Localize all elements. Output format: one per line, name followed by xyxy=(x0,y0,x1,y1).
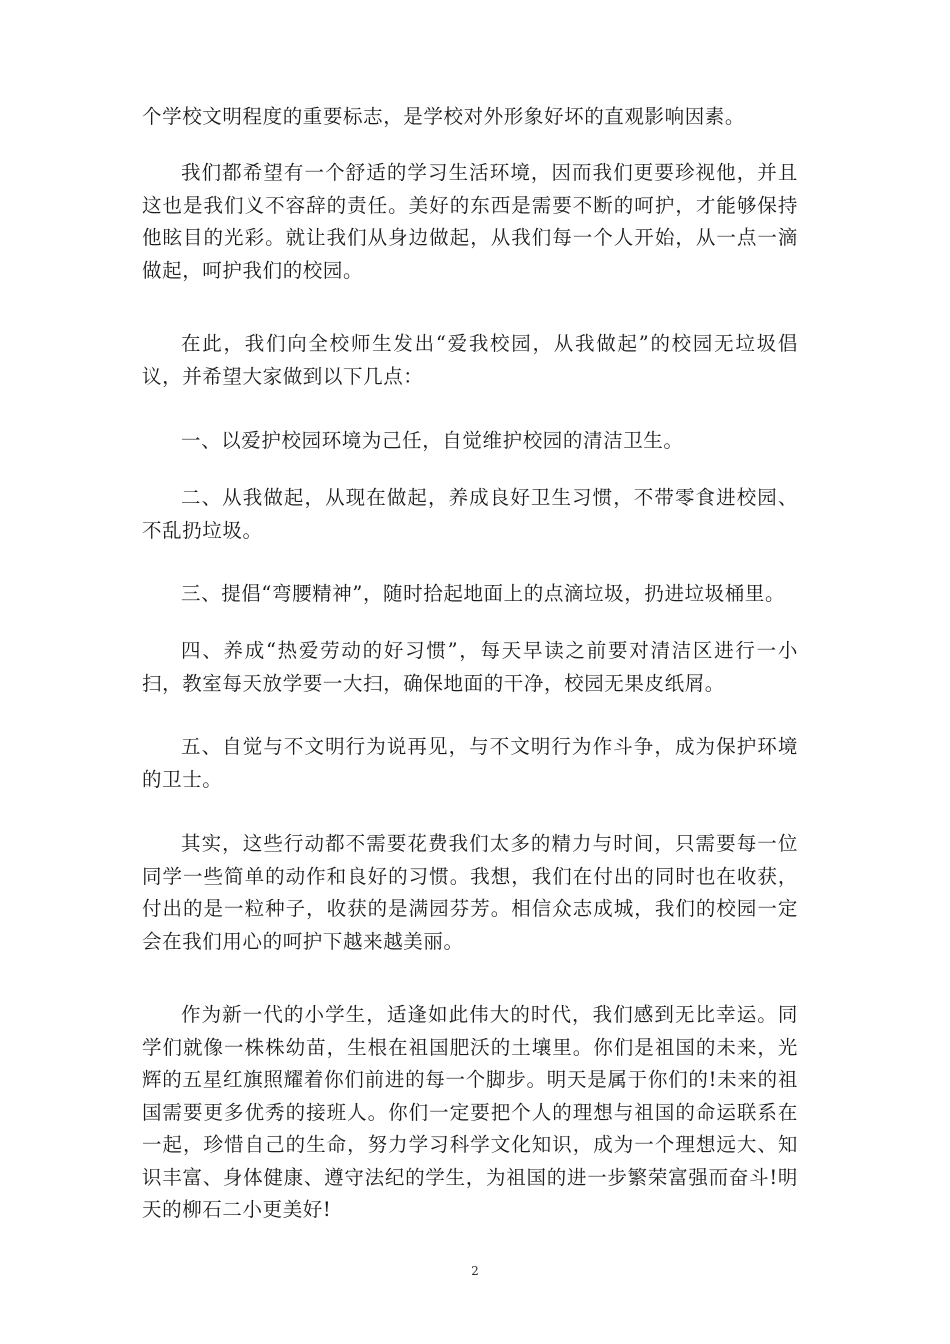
list-item-2: 二、从我做起，从现在做起，养成良好卫生习惯，不带零食进校园、不乱扔垃圾。 xyxy=(142,486,798,542)
list-item-1: 一、以爱护校园环境为己任，自觉维护校园的清洁卫生。 xyxy=(181,429,684,452)
paragraph-closing: 作为新一代的小学生，适逢如此伟大的时代，我们感到无比幸运。同学们就像一株株幼苗，生根在祖国肥沃的土壤里。你们是祖国的未来，光辉的五星红旗照耀着你们前进的每一个脚步。明天是属于你们的!未来的祖国需要更多优秀的接班人。你们一定要把个人的理想与祖国的命运联系在一起，珍惜自己的生命，努力学习科学文化知识，成为一个理想远大、知识丰富、身体健康、遵守法纪的学生，为祖国的进一步繁荣富强而奋斗!明天的柳石二小更美好! xyxy=(142,1003,798,1221)
paragraph-actions: 其实，这些行动都不需要花费我们太多的精力与时间，只需要每一位同学一些简单的动作和良好的习惯。我想，我们在付出的同时也在收获，付出的是一粒种子，收获的是满园芬芳。相信众志成城，我们的校园一定会在我们用心的呵护下越来越美丽。 xyxy=(142,832,798,953)
paragraph-continuation: 个学校文明程度的重要标志，是学校对外形象好坏的直观影响因素。 xyxy=(142,105,746,128)
page-number: 2 xyxy=(471,1264,479,1278)
list-item-5: 五、自觉与不文明行为说再见，与不文明行为作斗争，成为保护环境的卫士。 xyxy=(142,735,798,791)
paragraph-environment: 我们都希望有一个舒适的学习生活环境，因而我们更要珍视他，并且这也是我们义不容辞的责任。美好的东西是需要不断的呵护，才能够保持他眩目的光彩。就让我们从身边做起，从我们每一个人开始，从一点一滴做起，呵护我们的校园。 xyxy=(142,161,798,282)
paragraph-initiative: 在此，我们向全校师生发出“爱我校园，从我做起”的校园无垃圾倡议，并希望大家做到以下几点： xyxy=(142,332,798,388)
list-item-3: 三、提倡“弯腰精神”，随时拾起地面上的点滴垃圾，扔进垃圾桶里。 xyxy=(181,582,786,605)
list-item-4: 四、养成“热爱劳动的好习惯”，每天早读之前要对清洁区进行一小扫，教室每天放学要一大扫，确保地面的干净，校园无果皮纸屑。 xyxy=(142,639,798,695)
